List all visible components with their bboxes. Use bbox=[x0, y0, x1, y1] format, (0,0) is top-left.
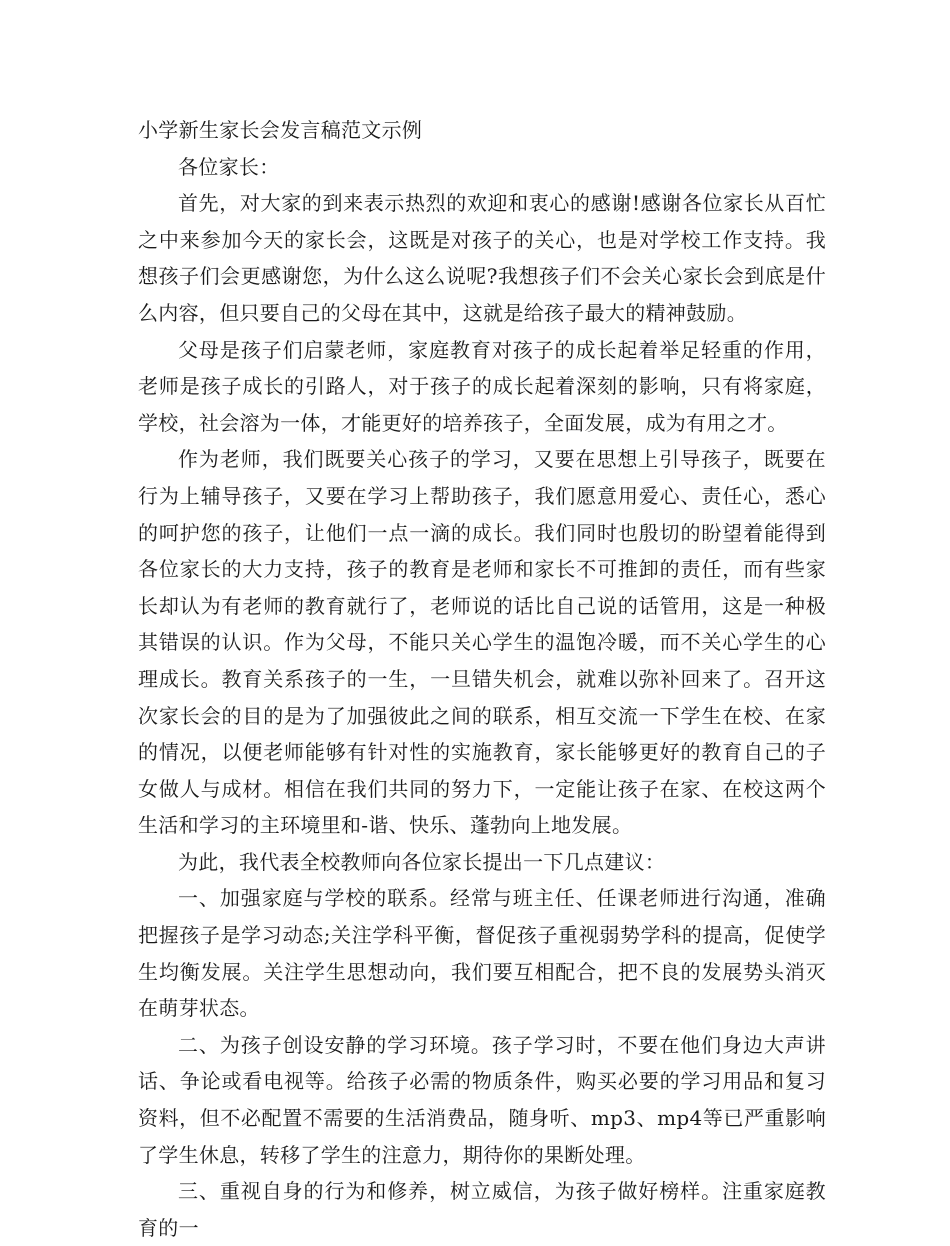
paragraph-suggestion-2: 二、为孩子创设安静的学习环境。孩子学习时，不要在他们身边大声讲话、争论或看电视等。给孩子必需的物质条件，购买必要的学习用品和复习资料，但不必配置不需要的生活消费品，随身听、mp3、mp4等已严重影响了学生休息，转移了学生的注意力，期待你的果断处理。 bbox=[138, 1032, 826, 1167]
paragraph-suggestion-3: 三、重视自身的行为和修养，树立威信，为孩子做好榜样。注重家庭教育的一 bbox=[138, 1179, 826, 1240]
document-body bbox=[138, 112, 826, 1246]
paragraph-parents-role: 父母是孩子们启蒙老师，家庭教育对孩子的成长起着举足轻重的作用，老师是孩子成长的引路人，对于孩子的成长起着深刻的影响，只有将家庭，学校，社会溶为一体，才能更好的培养孩子，全面发展，成为有用之才。 bbox=[138, 337, 826, 435]
paragraph-suggestions-intro: 为此，我代表全校教师向各位家长提出一下几点建议： bbox=[178, 849, 666, 874]
paragraph-welcome: 首先，对大家的到来表示热烈的欢迎和衷心的感谢!感谢各位家长从百忙之中来参加今天的家长会，这既是对孩子的关心，也是对学校工作支持。我想孩子们会更感谢您，为什么这么说呢?我想孩子们不会关心家长会到底是什么内容，但只要自己的父母在其中，这就是给孩子最大的精神鼓励。 bbox=[138, 191, 826, 325]
greeting: 各位家长： bbox=[178, 154, 280, 179]
paragraph-teachers-role: 作为老师，我们既要关心孩子的学习，又要在思想上引导孩子，既要在行为上辅导孩子，又要在学习上帮助孩子，我们愿意用爱心、责任心，悉心的呵护您的孩子，让他们一点一滴的成长。我们同时也殷切的盼望着能得到各位家长的大力支持，孩子的教育是老师和家长不可推卸的责任，而有些家长却认为有老师的教育就行了，老师说的话比自己说的话管用，这是一种极其错误的认识。作为父母，不能只关心学生的温饱冷暖，而不关心学生的心理成长。教育关系孩子的一生，一旦错失机会，就难以弥补回来了。召开这次家长会的目的是为了加强彼此之间的联系，相互交流一下学生在校、在家的情况，以便老师能够有针对性的实施教育，家长能够更好的教育自己的子女做人与成材。相信在我们共同的努力下，一定能让孩子在家、在校这两个生活和学习的主环境里和-谐、快乐、蓬勃向上地发展。 bbox=[138, 447, 826, 838]
document-title: 小学新生家长会发言稿范文示例 bbox=[138, 118, 423, 142]
paragraph-suggestion-1: 一、加强家庭与学校的联系。经常与班主任、任课老师进行沟通，准确把握孩子是学习动态;关注学科平衡，督促孩子重视弱势学科的提高，促使学生均衡发展。关注学生思想动向，我们要互相配合，把不良的发展势头消灭在萌芽状态。 bbox=[138, 886, 826, 1021]
